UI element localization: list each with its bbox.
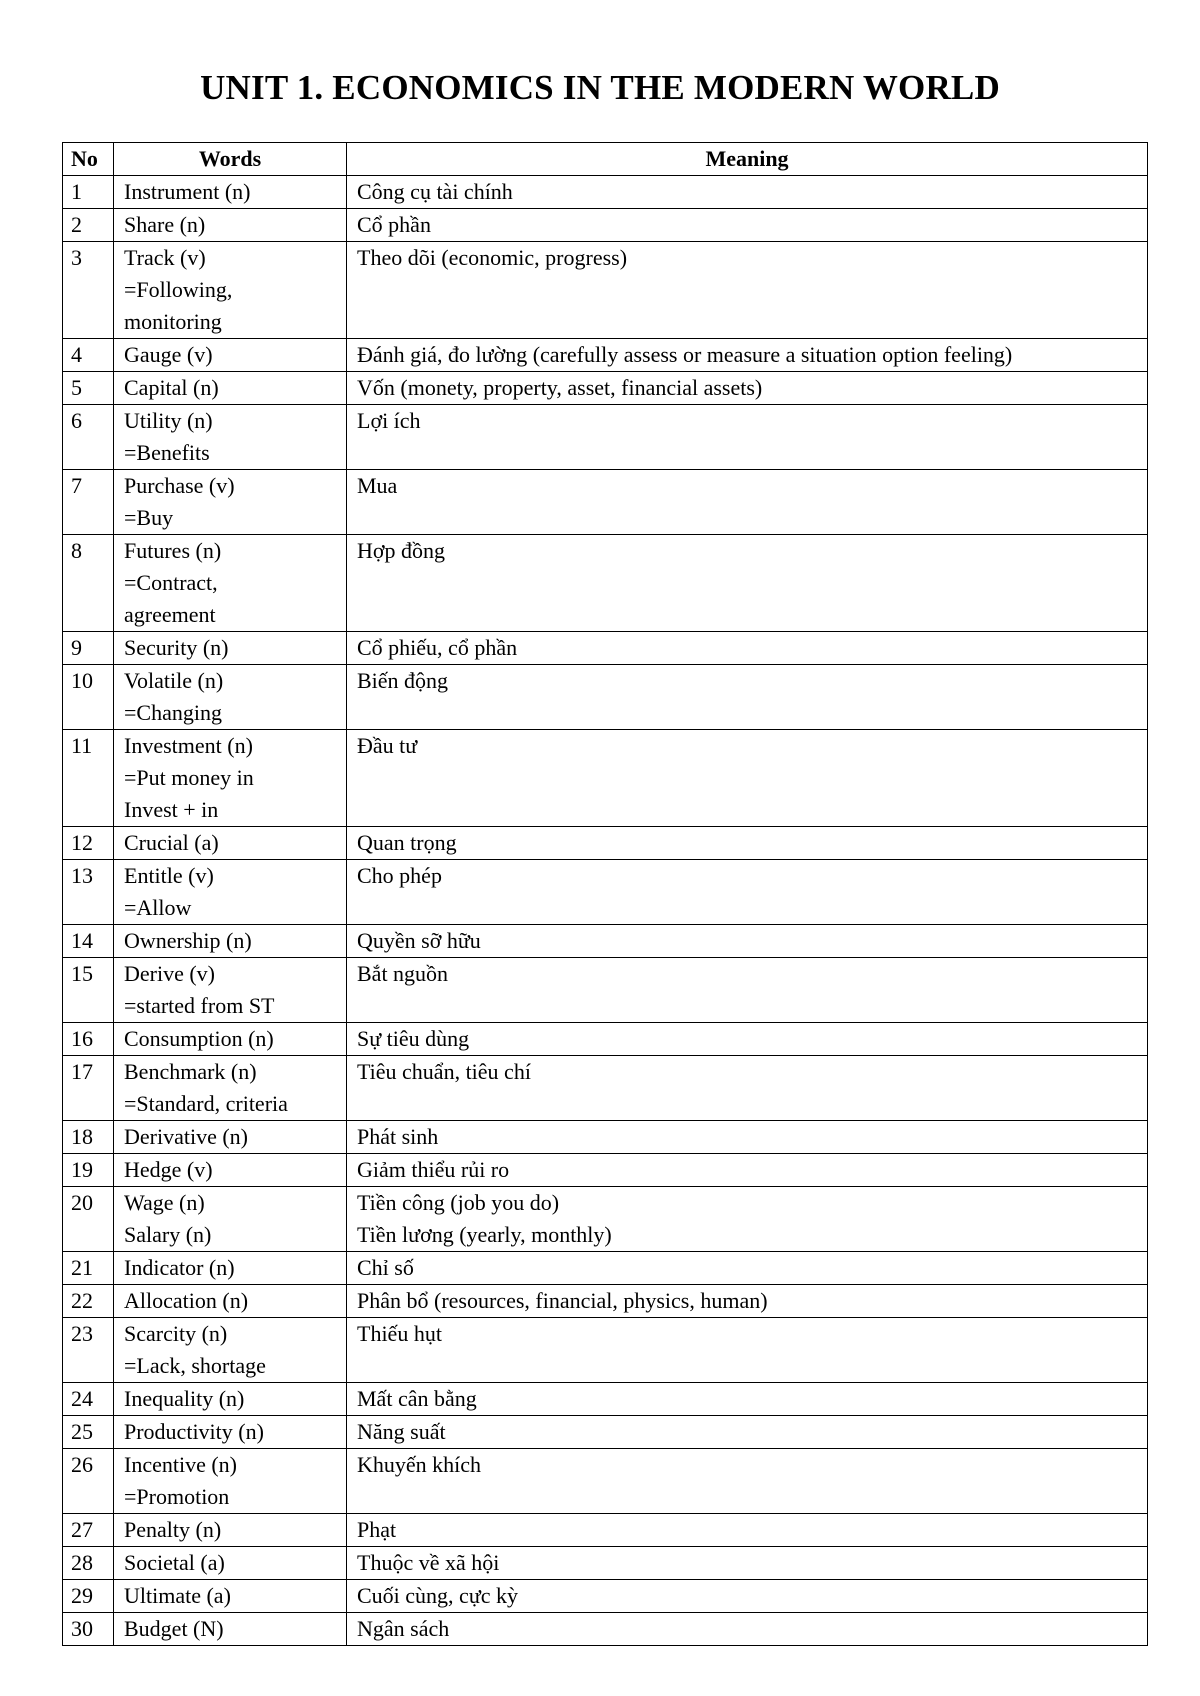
table-row	[63, 665, 1148, 730]
column-header-no: No	[63, 143, 114, 176]
row-number: 7	[63, 470, 114, 535]
meaning-cell	[347, 470, 1148, 535]
meaning-cell	[347, 1547, 1148, 1580]
row-number: 18	[63, 1121, 114, 1154]
meaning-cell	[347, 209, 1148, 242]
meaning-line: Phạt	[357, 1517, 397, 1542]
word-cell	[114, 405, 347, 470]
row-number: 27	[63, 1514, 114, 1547]
word-cell	[114, 242, 347, 339]
meaning-cell	[347, 1416, 1148, 1449]
table-row	[63, 730, 1148, 827]
word-line: =Lack, shortage	[124, 1353, 266, 1378]
table-row	[63, 176, 1148, 209]
table-row	[63, 827, 1148, 860]
table-row	[63, 958, 1148, 1023]
word-line: Indicator (n)	[124, 1255, 235, 1280]
meaning-line: Mất cân bằng	[357, 1386, 477, 1411]
word-cell	[114, 1383, 347, 1416]
meaning-cell	[347, 860, 1148, 925]
row-number: 10	[63, 665, 114, 730]
word-line: Derive (v)	[124, 961, 216, 986]
row-number: 1	[63, 176, 114, 209]
meaning-cell	[347, 827, 1148, 860]
row-number: 13	[63, 860, 114, 925]
table-row	[63, 1547, 1148, 1580]
word-cell	[114, 1547, 347, 1580]
meaning-cell	[347, 730, 1148, 827]
page-title: UNIT 1. ECONOMICS IN THE MODERN WORLD	[200, 68, 1000, 107]
word-cell	[114, 1580, 347, 1613]
meaning-cell	[347, 1449, 1148, 1514]
word-line: =Changing	[124, 700, 222, 725]
meaning-cell	[347, 1121, 1148, 1154]
word-cell	[114, 665, 347, 730]
word-line: Instrument (n)	[124, 179, 251, 204]
word-cell	[114, 1252, 347, 1285]
word-line: Wage (n)	[124, 1190, 205, 1215]
meaning-cell	[347, 1383, 1148, 1416]
meaning-line: Khuyến khích	[357, 1452, 482, 1477]
row-number: 20	[63, 1187, 114, 1252]
table-row	[63, 1285, 1148, 1318]
meaning-line: Biến động	[357, 668, 449, 693]
column-header-words: Words	[114, 143, 347, 176]
meaning-line: Theo dõi (economic, progress)	[357, 245, 628, 270]
table-row	[63, 405, 1148, 470]
table-row	[63, 1580, 1148, 1613]
word-line: Scarcity (n)	[124, 1321, 228, 1346]
word-line: Track (v)	[124, 245, 206, 270]
word-line: =Contract,	[124, 570, 218, 595]
meaning-line: Bắt nguồn	[357, 961, 449, 986]
word-line: Invest + in	[124, 797, 219, 822]
word-cell	[114, 1514, 347, 1547]
meaning-line: Cho phép	[357, 863, 442, 888]
word-cell	[114, 860, 347, 925]
meaning-cell	[347, 632, 1148, 665]
meaning-line: Sự tiêu dùng	[357, 1026, 470, 1051]
word-line: Share (n)	[124, 212, 206, 237]
word-line: =Buy	[124, 505, 174, 530]
word-line: Security (n)	[124, 635, 229, 660]
word-cell	[114, 1285, 347, 1318]
row-number: 30	[63, 1613, 114, 1646]
table-row	[63, 209, 1148, 242]
word-line: Budget (N)	[124, 1616, 224, 1641]
table-row	[63, 1449, 1148, 1514]
word-cell	[114, 1121, 347, 1154]
row-number: 23	[63, 1318, 114, 1383]
word-line: Entitle (v)	[124, 863, 214, 888]
meaning-line: Mua	[357, 473, 398, 498]
table-row	[63, 339, 1148, 372]
word-cell	[114, 209, 347, 242]
meaning-line: Quan trọng	[357, 830, 457, 855]
meaning-line: Công cụ tài chính	[357, 179, 513, 204]
word-line: Societal (a)	[124, 1550, 225, 1575]
meaning-cell	[347, 1514, 1148, 1547]
row-number: 24	[63, 1383, 114, 1416]
table-body	[63, 176, 1148, 1646]
word-line: Penalty (n)	[124, 1517, 222, 1542]
meaning-line: Vốn (monety, property, asset, financial assets)	[357, 375, 763, 400]
word-cell	[114, 339, 347, 372]
word-line: Consumption (n)	[124, 1026, 274, 1051]
row-number: 17	[63, 1056, 114, 1121]
word-cell	[114, 925, 347, 958]
word-cell	[114, 1416, 347, 1449]
meaning-line: Năng suất	[357, 1419, 446, 1444]
word-cell	[114, 1154, 347, 1187]
table-row	[63, 1023, 1148, 1056]
word-cell	[114, 470, 347, 535]
meaning-cell	[347, 1613, 1148, 1646]
meaning-line: Đầu tư	[357, 733, 418, 758]
row-number: 26	[63, 1449, 114, 1514]
meaning-cell	[347, 1580, 1148, 1613]
meaning-line: Thuộc về xã hội	[357, 1550, 500, 1575]
table-row	[63, 925, 1148, 958]
word-cell	[114, 1023, 347, 1056]
row-number: 8	[63, 535, 114, 632]
word-line: Gauge (v)	[124, 342, 213, 367]
word-cell	[114, 1318, 347, 1383]
meaning-line: Chỉ số	[357, 1255, 414, 1280]
table-row	[63, 242, 1148, 339]
row-number: 28	[63, 1547, 114, 1580]
table-row	[63, 1318, 1148, 1383]
meaning-cell	[347, 242, 1148, 339]
meaning-line: Ngân sách	[357, 1616, 450, 1641]
row-number: 25	[63, 1416, 114, 1449]
word-line: =Allow	[124, 895, 192, 920]
table-header-row	[63, 143, 1148, 176]
meaning-cell	[347, 1056, 1148, 1121]
row-number: 12	[63, 827, 114, 860]
word-line: Benchmark (n)	[124, 1059, 257, 1084]
word-cell	[114, 1449, 347, 1514]
table-row	[63, 470, 1148, 535]
word-line: =Benefits	[124, 440, 210, 465]
meaning-cell	[347, 535, 1148, 632]
word-line: =Standard, criteria	[124, 1091, 288, 1116]
row-number: 5	[63, 372, 114, 405]
word-line: Investment (n)	[124, 733, 253, 758]
meaning-line: Cổ phiếu, cổ phần	[357, 635, 518, 660]
row-number: 3	[63, 242, 114, 339]
meaning-cell	[347, 958, 1148, 1023]
word-line: Capital (n)	[124, 375, 219, 400]
row-number: 4	[63, 339, 114, 372]
row-number: 6	[63, 405, 114, 470]
table-row	[63, 1383, 1148, 1416]
meaning-cell	[347, 1285, 1148, 1318]
word-line: =Put money in	[124, 765, 254, 790]
meaning-line: Lợi ích	[357, 408, 421, 433]
word-line: agreement	[124, 602, 216, 627]
word-cell	[114, 1056, 347, 1121]
table-row	[63, 372, 1148, 405]
meaning-line: Tiêu chuẩn, tiêu chí	[357, 1059, 531, 1084]
table-row	[63, 1416, 1148, 1449]
word-line: Inequality (n)	[124, 1386, 245, 1411]
word-cell	[114, 176, 347, 209]
meaning-line: Phân bổ (resources, financial, physics, human)	[357, 1288, 768, 1313]
word-line: =started from ST	[124, 993, 275, 1018]
word-line: monitoring	[124, 309, 222, 334]
table-row	[63, 1252, 1148, 1285]
row-number: 14	[63, 925, 114, 958]
table-row	[63, 1121, 1148, 1154]
meaning-cell	[347, 176, 1148, 209]
word-cell	[114, 958, 347, 1023]
table-row	[63, 632, 1148, 665]
word-line: Ultimate (a)	[124, 1583, 231, 1608]
meaning-cell	[347, 372, 1148, 405]
word-line: =Following,	[124, 277, 233, 302]
meaning-cell	[347, 1318, 1148, 1383]
table-row	[63, 1514, 1148, 1547]
meaning-line: Cổ phần	[357, 212, 431, 237]
table-row	[63, 1154, 1148, 1187]
row-number: 29	[63, 1580, 114, 1613]
meaning-cell	[347, 925, 1148, 958]
row-number: 9	[63, 632, 114, 665]
word-line: Crucial (a)	[124, 830, 219, 855]
word-cell	[114, 372, 347, 405]
meaning-cell	[347, 1252, 1148, 1285]
word-line: Ownership (n)	[124, 928, 252, 953]
meaning-line: Quyền sỡ hữu	[357, 928, 481, 953]
row-number: 21	[63, 1252, 114, 1285]
vocabulary-table	[62, 142, 1148, 1646]
word-line: Hedge (v)	[124, 1157, 213, 1182]
word-cell	[114, 632, 347, 665]
word-line: =Promotion	[124, 1484, 230, 1509]
word-line: Futures (n)	[124, 538, 222, 563]
word-line: Volatile (n)	[124, 668, 224, 693]
row-number: 2	[63, 209, 114, 242]
row-number: 15	[63, 958, 114, 1023]
word-line: Productivity (n)	[124, 1419, 264, 1444]
word-line: Purchase (v)	[124, 473, 235, 498]
row-number: 11	[63, 730, 114, 827]
row-number: 19	[63, 1154, 114, 1187]
meaning-line: Phát sinh	[357, 1124, 439, 1149]
meaning-line: Đánh giá, đo lường (carefully assess or measure a situation option feeling)	[357, 342, 1013, 367]
column-header-meaning: Meaning	[347, 143, 1148, 176]
meaning-line: Tiền lương (yearly, monthly)	[357, 1222, 612, 1247]
meaning-cell	[347, 1187, 1148, 1252]
table-row	[63, 860, 1148, 925]
meaning-line: Tiền công (job you do)	[357, 1190, 560, 1215]
table-row	[63, 1056, 1148, 1121]
word-cell	[114, 1613, 347, 1646]
meaning-cell	[347, 405, 1148, 470]
meaning-line: Hợp đồng	[357, 538, 446, 563]
word-line: Utility (n)	[124, 408, 213, 433]
table-row	[63, 1613, 1148, 1646]
meaning-cell	[347, 339, 1148, 372]
word-line: Derivative (n)	[124, 1124, 248, 1149]
word-line: Salary (n)	[124, 1222, 212, 1247]
word-cell	[114, 730, 347, 827]
table-row	[63, 1187, 1148, 1252]
row-number: 16	[63, 1023, 114, 1056]
word-line: Incentive (n)	[124, 1452, 237, 1477]
word-cell	[114, 1187, 347, 1252]
word-cell	[114, 827, 347, 860]
meaning-line: Cuối cùng, cực kỳ	[357, 1583, 519, 1608]
row-number: 22	[63, 1285, 114, 1318]
meaning-line: Giảm thiểu rủi ro	[357, 1157, 510, 1182]
table-row	[63, 535, 1148, 632]
word-line: Allocation (n)	[124, 1288, 249, 1313]
meaning-cell	[347, 1023, 1148, 1056]
word-cell	[114, 535, 347, 632]
meaning-cell	[347, 1154, 1148, 1187]
meaning-cell	[347, 665, 1148, 730]
meaning-line: Thiếu hụt	[357, 1321, 442, 1346]
